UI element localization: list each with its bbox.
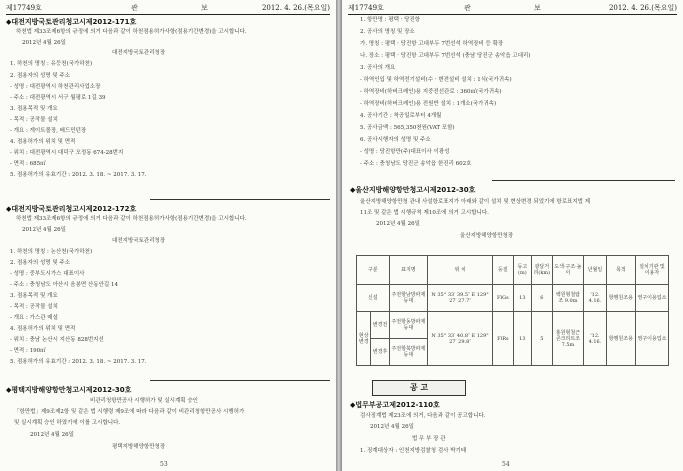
notice-signer: 평택지방해양항만청장 — [112, 444, 166, 450]
notice-item: 4. 공사기간 : 착공일로부터 4개월 — [360, 113, 442, 119]
notice-signer: 법 무 부 장 관 — [412, 436, 446, 442]
notice-item: 5. 점용허가의 유효기간 : 2012. 3. 18. ~ 2017. 3. 17. — [10, 172, 147, 178]
notice-item: 3. 점용목적 및 개요 — [10, 106, 58, 112]
issue-number: 제17749호 — [348, 4, 384, 12]
notice-item: 1. 하천의 명칭 : 논산천(국가하천) — [10, 249, 93, 255]
notice-title: ◆평택지방해양항만청고시제2012-30호 — [6, 386, 132, 394]
table-row — [357, 285, 669, 312]
issue-date: 2012. 4. 26.(목요일) — [261, 4, 330, 12]
notice-item: - 성명 : 대전광역시 하천관리사업소장 — [10, 84, 101, 90]
notice-text: 하천법 제33조제6항의 규정에 의거 다음과 같이 하천점용허가사항(점용기간변경)을 고시합니다. — [16, 29, 247, 35]
notice-item: - 하역장비(하버크레인)용 지중전선관로 : 360㎡(국가귀속) — [360, 89, 502, 95]
issue-date: 2012. 4. 26.(목요일) — [608, 4, 677, 12]
table-header-cell: 등질 — [493, 256, 514, 285]
notice-date: 2012년 4월 26일 — [30, 432, 74, 438]
table-cell: 6 — [532, 285, 553, 312]
table-cell: 13 — [513, 285, 531, 312]
table-cell: 주전항동방파제등대 — [389, 312, 428, 339]
notice-date: 2012년 4월 26일 — [370, 424, 414, 430]
table-cell: 주전항남방파제등대 — [389, 285, 428, 312]
notice-item: - 개요 : 게이트볼장, 배드민턴장 — [10, 128, 87, 134]
table-header-cell: 표지명 — [389, 256, 428, 285]
header-bo: 보 — [534, 4, 541, 12]
notice-signer: 울산지방해양항만청장 — [460, 233, 514, 239]
notice-item: - 하역장비(하버크레인)용 전원반 설치 : 1개소(국가귀속) — [360, 101, 497, 107]
page-number: 54 — [502, 461, 510, 468]
table-header-cell: 목적 — [606, 256, 635, 285]
notice-item: 5. 공사금액 : 565,350천원(VAT 포함) — [360, 125, 455, 131]
table-header-cell: 설치기관 및 이용자 — [635, 256, 668, 285]
notice-date: 2012년 4월 26일 — [22, 40, 66, 46]
notice-text: 울산지방해양항만청 관내 사설항로표지가 아래와 같이 설치 및 현상변경 되었기에 항로표지법 제 — [360, 199, 591, 205]
table-cell: FlRs — [493, 312, 514, 366]
notice-text: 및 실시계획 승인 하였기에 이를 고시합니다. — [14, 420, 121, 426]
notice-item: - 성명 : 당진항만(주)대표이사 이광성 — [360, 149, 450, 155]
notice-item: - 주소 : 대전광역시 서구 월평로 1길 39 — [10, 95, 106, 101]
table-header-cell: 도색·구조·높이 — [552, 256, 584, 285]
table-row — [357, 312, 669, 339]
notice-title: ◆대전지방국토관리청고시제2012-172호 — [6, 205, 137, 213]
notice-item: - 하역인입 및 하역전기설비(수 · 변전설비 설치 : 1식(국가귀속) — [360, 77, 512, 83]
table-header-cell: 구분 — [357, 256, 390, 285]
notice-item: - 주소 : 충청남도 당진군 송악읍 한진리 602호 — [360, 161, 472, 167]
notice-item: 1. 징계대상자 : 인천지방검찰청 검사 박기태 — [360, 448, 467, 454]
notice-text: 11조 및 같은 법 시행규칙 제10조에 의거 고시합니다. — [360, 210, 489, 216]
table-cell: '12. 4.16. — [584, 285, 606, 312]
notice-item: 3. 점용목적 및 개요 — [10, 293, 58, 299]
right-page — [342, 0, 683, 471]
left-page — [0, 0, 336, 471]
notice-text: 하천법 제33조제6항의 규정에 의거 다음과 같이 하천점용허가사항(점용기간변경)을 고시합니다. — [16, 216, 247, 222]
notice-text: 「항만법」제9조제2항 및 같은 법 시행령 제9조에 따라 다음과 같이 비관리청항만공사 시행허가 — [14, 409, 245, 415]
table-cell: 신설 — [357, 285, 390, 312]
table-cell: 백원형철탑조 9.0m — [552, 285, 584, 312]
notice-item: 4. 점용허가의 위치 및 면적 — [10, 139, 76, 145]
header-gwan: 관 — [464, 4, 471, 12]
table-cell: N 35° 33′ 40.8″ E 129° 27′ 29.8″ — [428, 312, 493, 366]
table-cell: 영구이용업소 — [635, 285, 668, 312]
notice-title: ◆법무부공고제2012-110호 — [350, 401, 440, 409]
gonggo-heading-box: 공 고 — [372, 380, 466, 396]
table-header-cell: 년월일 — [584, 256, 606, 285]
notice-item: 1. 하천의 명칭 : 유등천(국가하천) — [10, 61, 93, 67]
notice-item: - 목적 : 공작물 설치 — [10, 304, 58, 310]
table-header-cell: 광달거리(km) — [532, 256, 553, 285]
table-header-cell: 등고(m) — [513, 256, 531, 285]
section-rule — [150, 199, 330, 200]
notice-item: 2. 점용자의 성명 및 주소 — [10, 260, 71, 266]
notice-item: - 위치 : 대전광역시 대덕구 오정동 674-28번지 — [10, 150, 124, 156]
notice-title: ◆대전지방국토관리청고시제2012-171호 — [6, 18, 137, 26]
notice-item: 2. 공사의 명칭 및 장소 — [360, 29, 415, 35]
header-bo: 보 — [201, 4, 208, 12]
section-rule — [492, 180, 675, 181]
notice-item: 나. 장소 : 평택 · 당진항 고대부두 7번선석 (충남 당진군 송악읍 고대리) — [360, 53, 531, 59]
notice-item: - 목적 : 공작물 설치 — [10, 117, 58, 123]
table-cell: 영구이용업소 — [635, 312, 668, 366]
issue-number: 제17749호 — [6, 4, 42, 12]
table-cell: 항행원조용 — [606, 285, 635, 312]
notice-item: 4. 점용허가의 위치 및 면적 — [10, 326, 76, 332]
table-cell: 변경전 — [371, 312, 389, 339]
table-cell: 주전항북방파제등대 — [389, 339, 428, 366]
notice-item: - 성명 : 중부도시가스 대표이사 — [10, 271, 85, 277]
notice-item: - 면적 : 685㎡ — [10, 161, 46, 167]
table-cell: 현상변경 — [357, 312, 371, 366]
page-header — [6, 2, 330, 15]
notice-signer: 대전지방국토관리청장 — [112, 238, 166, 244]
header-gwan: 관 — [131, 4, 138, 12]
lighthouse-table — [356, 255, 669, 366]
notice-item: 3. 공사의 개요 — [360, 65, 396, 71]
page-number: 53 — [160, 461, 168, 468]
notice-item: - 위치 : 충남 논산시 지산동 828번지선 — [10, 337, 104, 343]
notice-item: - 면적 : 190㎡ — [10, 348, 46, 354]
table-cell: 5 — [532, 312, 553, 366]
notice-item: 2. 점용자의 성명 및 주소 — [10, 73, 71, 79]
notice-item: 1. 항만명 : 평택 · 당진항 — [360, 17, 421, 23]
notice-title: ◆울산지방해양항만청고시제2012-30호 — [350, 186, 476, 194]
notice-date: 2012년 4월 26일 — [22, 227, 66, 233]
notice-item: - 개요 : 가스관 매설 — [10, 315, 58, 321]
table-cell: 13 — [513, 312, 531, 366]
table-header-row — [357, 256, 669, 285]
section-rule — [150, 380, 330, 381]
table-cell: 항행원조용 — [606, 312, 635, 366]
table-header-cell: 위 치 — [428, 256, 493, 285]
notice-date: 2012년 4월 26일 — [376, 221, 420, 227]
notice-subtitle: 비관리청항만공사 시행허가 및 실시계획 승인 — [90, 398, 198, 404]
table-cell: N 35° 33′ 39.5″ E 129° 27′ 27.7″ — [428, 285, 493, 312]
page-header — [348, 2, 677, 15]
table-cell: 홍원형철근콘크리트조 7.5m — [552, 312, 584, 366]
notice-item: 6. 공사시행자의 성명 및 주소 — [360, 137, 431, 143]
table-cell: 변경후 — [371, 339, 389, 366]
notice-item: - 주소 : 충청남도 아산시 음봉면 산동안길 14 — [10, 282, 118, 288]
notice-signer: 대전지방국토관리청장 — [112, 50, 166, 56]
notice-item: 5. 점용허가의 유효기간 : 2012. 3. 18. ~ 2017. 3. 17. — [10, 359, 147, 365]
notice-item: 가. 명칭 : 평택 · 당진항 고대부두 7번선석 하역장비 등 확장 — [360, 41, 504, 47]
table-cell: FlGs — [493, 285, 514, 312]
notice-text: 검사징계법 제23조에 의거, 다음과 같이 공고합니다. — [360, 413, 486, 419]
table-cell: '12. 4.16. — [584, 312, 606, 366]
